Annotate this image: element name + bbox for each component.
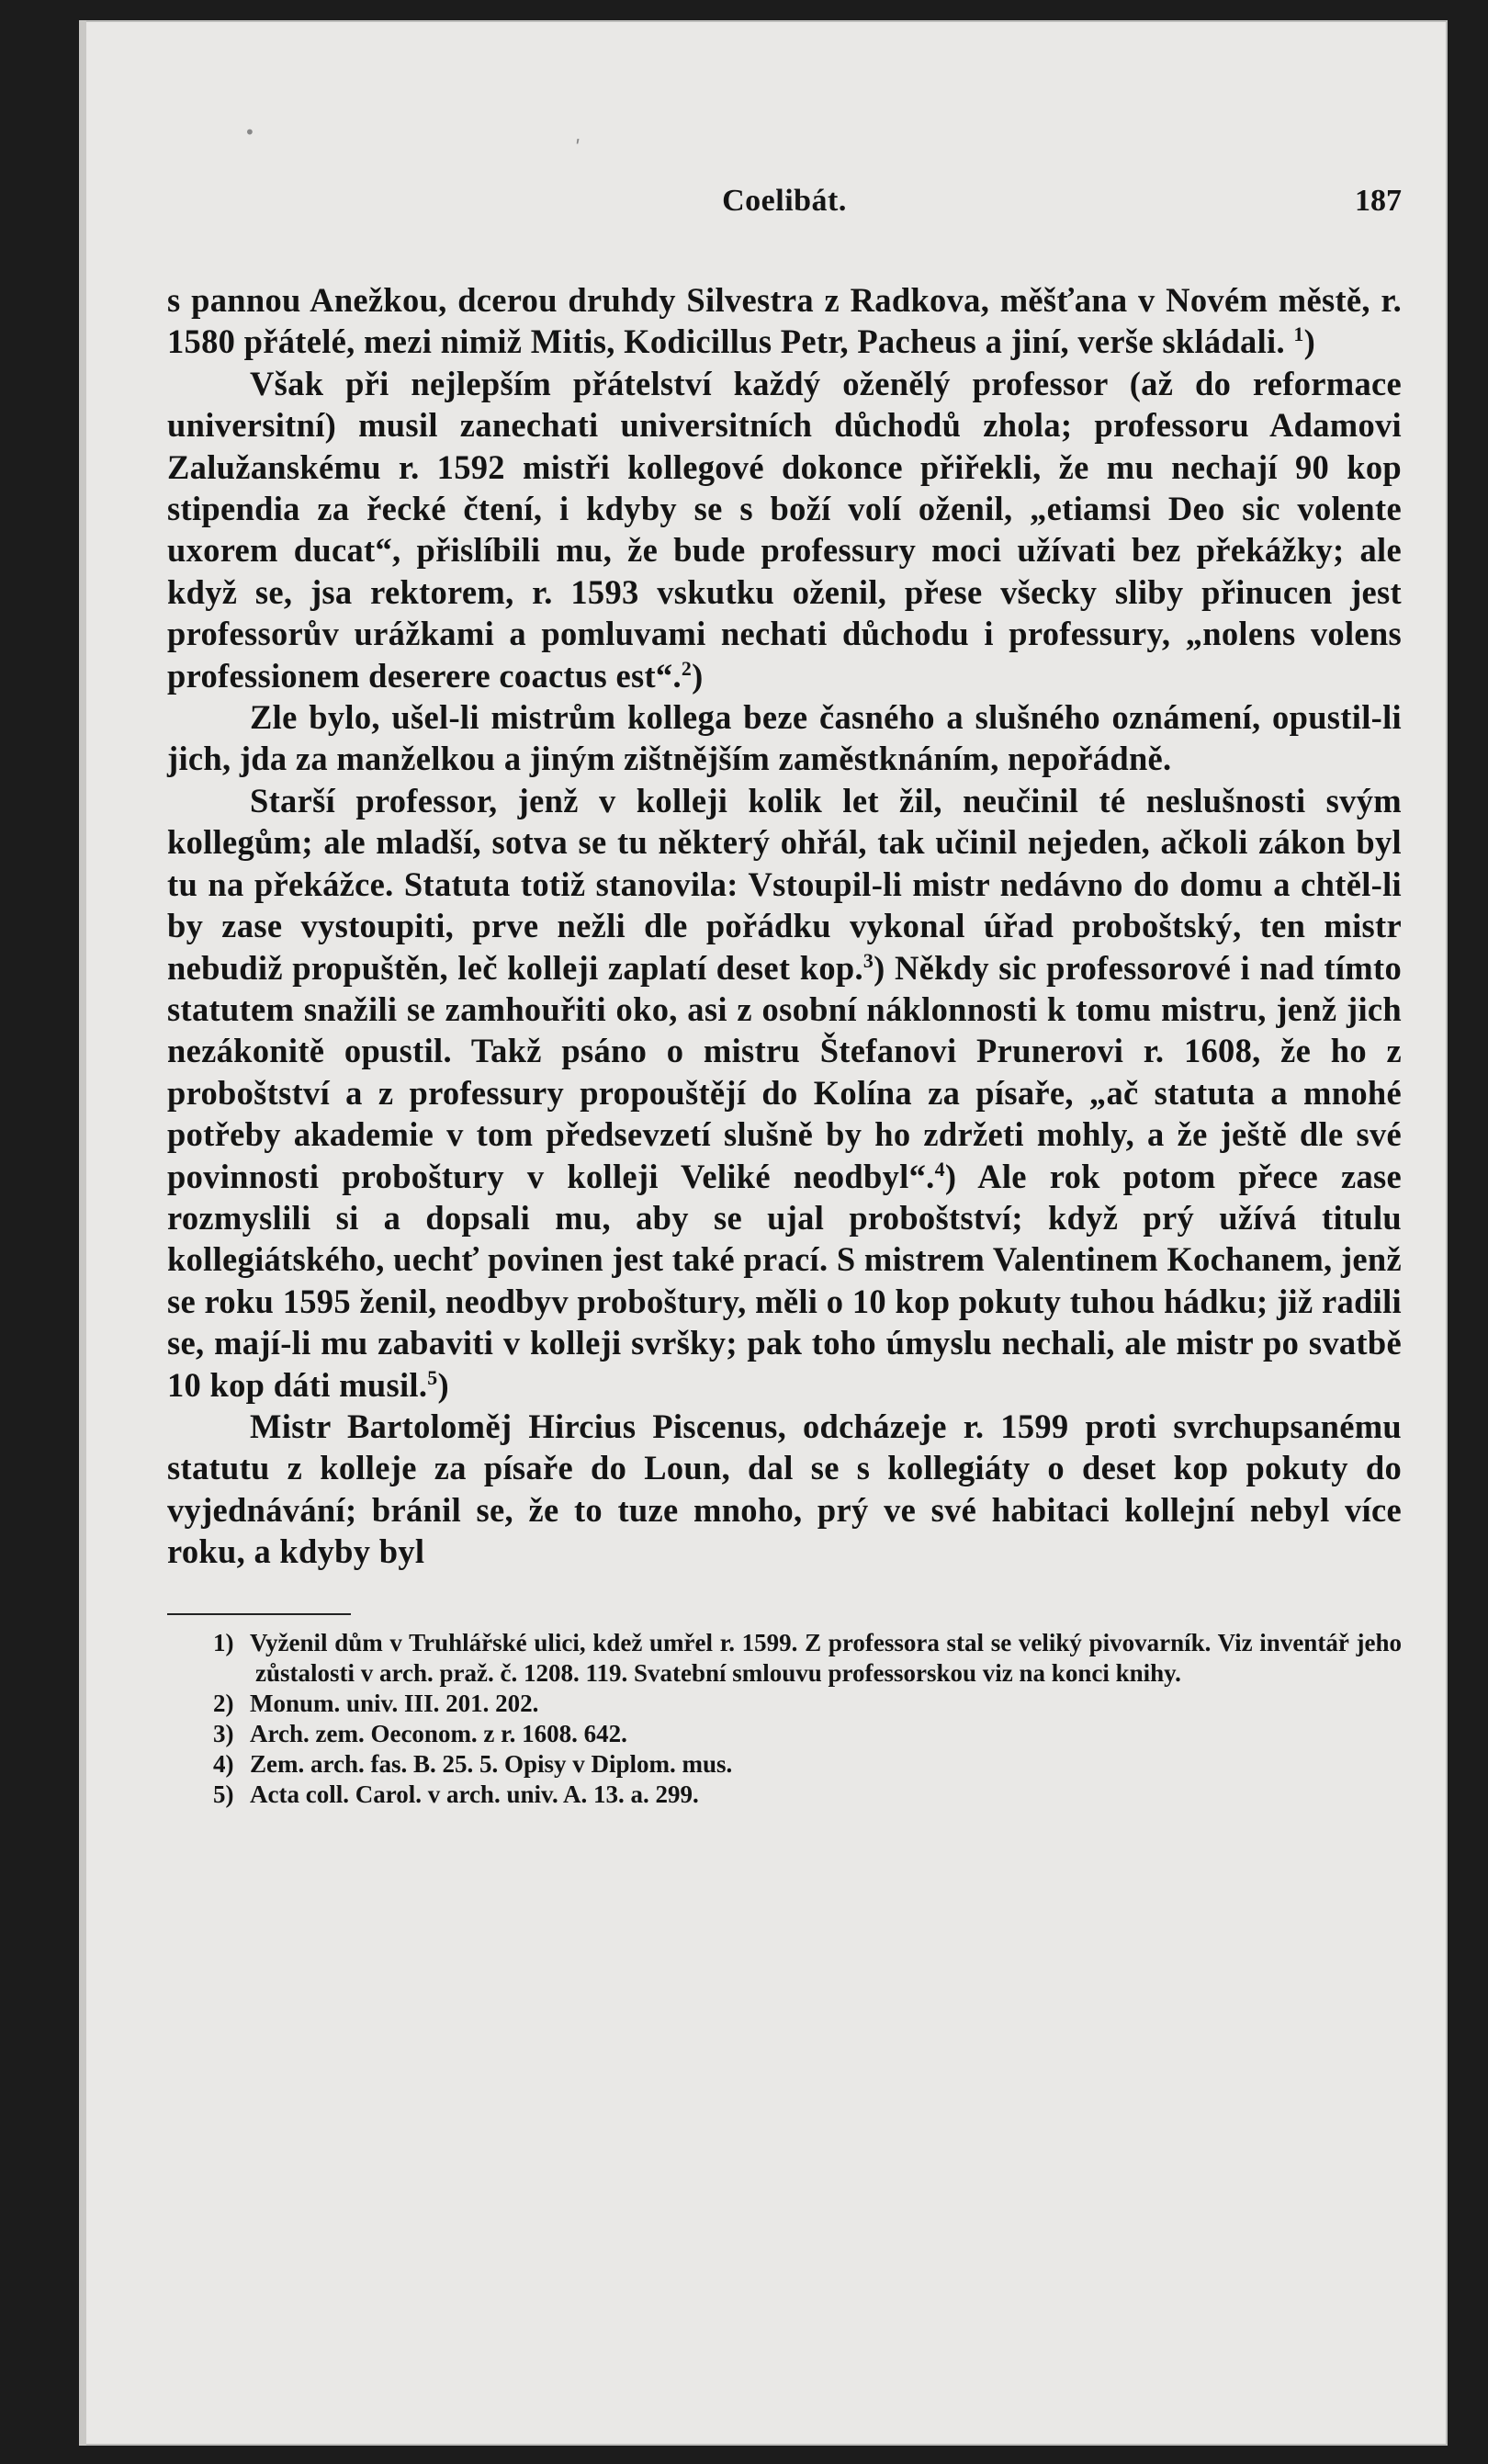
footnote-mark: 1) [213,1628,234,1656]
paragraph-text: Však při nejlepším přátelství každý oženělý professor (až do reformace universitní) musil zanechati universitních důchodů zhola; professoru Adamovi Zalužanskému r. 1592 mistři kollegové dokonce přiřekli, že mu nechají 90 kop stipendia za řecké čtení, i kdyby se s boží volí oženil, „etiamsi Deo sic volente uxorem ducat“, přislíbili mu, že bude professury moci užívati bez překážky; ale když se, jsa rektorem, r. 1593 vskutku oženil, přese všecky sliby přinucen jest professorův urážkami a pomluvami nechati důchodu i professury, „nolens volens professionem deserere coactus est“. [167,364,1402,695]
paragraph-5 [167,1406,1402,1573]
footnote-text: Vyženil dům v Truhlářské ulici, kdež umřel r. 1599. Z professora stal se veliký pivovarník. Viz inventář jeho zůstalosti v arch. praž. č. 1208. 119. Svatební smlouvu professorskou viz na konci knihy. [250,1628,1402,1687]
footnote-text: Acta coll. Carol. v arch. univ. A. 13. a. 299. [250,1780,699,1808]
footnote-ref-5: 5 [427,1365,438,1389]
footnote-text: Zem. arch. fas. B. 25. 5. Opisy v Diplom. mus. [250,1749,733,1778]
footnote-mark: 5) [213,1780,234,1808]
page-margin-edge [79,20,86,2446]
page-content [167,175,1402,1810]
paragraph-text: s pannou Anežkou, dcerou druhdy Silvestra z Radkova, měšťana v Novém městě, r. 1580 přátelé, mezi nimiž Mitis, Kodicillus Petr, Pacheus a jiní, verše skládali. [167,281,1402,361]
page-number: 187 [1355,184,1402,218]
footnote-ref-1: 1 [1293,322,1304,346]
footnote-mark: 3) [213,1719,234,1747]
running-header [167,175,1402,230]
print-speck: • [244,121,255,143]
body-text [167,279,1402,1573]
paragraph-text: Zle bylo, ušel-li mistrům kollega beze časného a slušného oznámení, opustil-li jich, jda za manželkou a jiným zištnějším zaměstknáním, nepořádně. [167,698,1402,778]
paragraph-text: Starší professor, jenž v kolleji kolik let žil, neučinil té neslušnosti svým kollegům; ale mladší, sotva se tu některý ohřál, tak učinil nejeden, ačkoli zákon byl tu na překážce. Statuta totiž stanovila: Vstoupil-li mistr nedávno do domu a chtěl-li by zase vystoupiti, prve nežli dle pořádku vykonal úřad proboštský, ten mistr nebudiž propuštěn, leč kolleji zaplatí deset kop. [167,781,1402,987]
footnote-2 [167,1689,1402,1719]
footnote-3 [167,1719,1402,1749]
book-page [79,20,1448,2446]
running-title: Coelibát. [722,184,847,218]
footnote-ref-2: 2 [681,656,693,680]
paragraph-text: Ale rok potom přece zase rozmyslili si a dopsali mu, aby se ujal proboštství; když prý užívá titulu kollegiátského, uechť povinen jest také prací. S mistrem Valentinem Kochanem, jenž se roku 1595 ženil, neodbyv proboštury, měli o 10 kop pokuty tuhou hádku; již radili se, mají-li mu zabaviti v kolleji svršky; pak toho úmyslu nechali, ale mistr po svatbě 10 kop dáti musil. [167,1157,1402,1404]
footnotes [167,1628,1402,1810]
paragraph-3 [167,696,1402,780]
footnote-1 [167,1628,1402,1689]
paragraph-2: Však při nejlepším přátelství každý oženělý professor (až do reformace universitní) musil zanechati universitních důchodů zhola; professoru Adamovi Zalužanskému r. 1592 mistři kollegové dokonce přiřekli, že mu nechají 90 kop stipendia za řecké čtení, i kdyby se s boží volí oženil, „etiamsi Deo sic volente uxorem ducat“, přislíbili mu, že bude professury moci užívati bez překážky; ale když se, jsa rektorem, r. 1593 vskutku oženil, přese všecky sliby přinucen jest professorův urážkami a pomluvami nechati důchodu i professury, „nolens volens professionem deserere coactus est“.$^2$) [167,364,1402,695]
footnote-ref-4: 4 [934,1157,945,1181]
footnote-4 [167,1749,1402,1780]
print-speck: ʹ [575,138,581,161]
footnote-separator [167,1613,351,1615]
paragraph-text: Mistr Bartoloměj Hircius Piscenus, odcházeje r. 1599 proti svrchupsanému statutu z kolleje za písaře do Loun, dal se s kollegiáty o deset kop pokuty do vyjednávání; bránil se, že to tuze mnoho, prý ve své habitaci kollejní nebyl více roku, a kdyby byl [167,1407,1402,1571]
footnote-text: Monum. univ. III. 201. 202. [250,1689,539,1717]
paragraph-1: s pannou Anežkou, dcerou druhdy Silvestra z Radkova, měšťana v Novém městě, r. 1580 přátelé, mezi nimiž Mitis, Kodicillus Petr, Pacheus a jiní, verše skládali. $^1$) [167,281,1402,361]
footnote-ref-3: 3 [862,948,874,972]
footnote-5 [167,1780,1402,1810]
footnote-text: Arch. zem. Oeconom. z r. 1608. 642. [250,1719,627,1747]
paragraph-text: Někdy sic professorové i nad tímto statutem snažili se zamhouřiti oko, asi z osobní náklonnosti k tomu mistru, jenž jich nezákonitě opustil. Takž psáno o mistru Štefanovi Prunerovi r. 1608, že ho z proboštství a z professury propouštějí do Kolína za písaře, „ač statuta a mnohé potřeby akademie v tom předsevzetí slušně by ho zdržeti mohly, a že ještě dle své povinnosti proboštury v kolleji Veliké neodbyl“. [167,948,1402,1195]
paragraph-4: Starší professor, jenž v kolleji kolik let žil, neučinil té neslušnosti svým kollegům; ale mladší, sotva se tu některý ohřál, tak učinil nejeden, ačkoli zákon byl tu na překážce. Statuta totiž stanovila: Vstoupil-li mistr nedávno do domu a chtěl-li by zase vystoupiti, prve nežli dle pořádku vykonal úřad proboštský, ten mistr nebudiž propuštěn, leč kolleji zaplatí deset kop.$^3$) Někdy sic professorové i nad tímto statutem snažili se zamhouřiti oko, asi z osobní náklonnosti k tomu mistru, jenž jich nezákonitě opustil. Takž psáno o mistru Štefanovi Prunerovi r. 1608, že ho z proboštství a z professury propouštějí do Kolína za písaře, „ač statuta a mnohé potřeby akademie v tom předsevzetí slušně by ho zdržeti mohly, a že ještě dle své povinnosti proboštury v kolleji Veliké neodbyl“.$^4$) Ale rok potom přece zase rozmyslili si a dopsali mu, aby se ujal proboštství; když prý užívá titulu kollegiátského, uechť povinen jest také prací. S mistrem Valentinem Kochanem, jenž se roku 1595 ženil, neodbyv proboštury, měli o 10 kop pokuty tuhou hádku; již radili se, mají-li mu zabaviti v kolleji svršky; pak toho úmyslu nechali, ale mistr po svatbě 10 kop dáti musil.$^5$) [167,781,1402,1404]
footnote-mark: 4) [213,1749,234,1778]
footnote-mark: 2) [213,1689,234,1717]
